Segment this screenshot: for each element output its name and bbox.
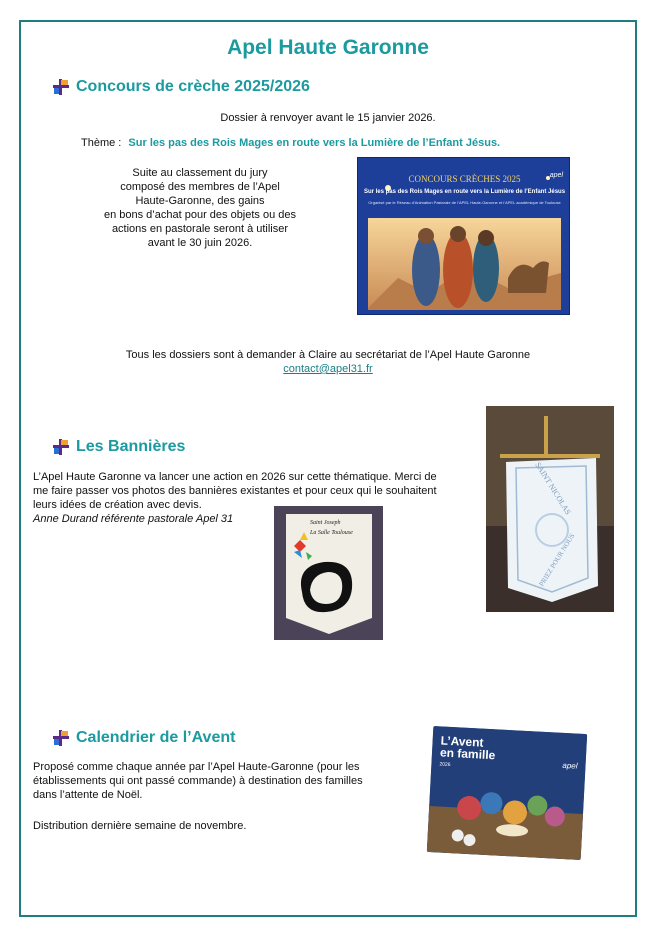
signature-line: Anne Durand référente pastorale Apel 31 <box>33 513 234 525</box>
jury-line: avant le 30 juin 2026. <box>147 237 253 249</box>
section-title: Concours de crèche 2025/2026 <box>76 78 310 95</box>
cover-title-2: en famille <box>439 745 496 763</box>
creche-poster-image <box>357 157 570 315</box>
avent-line: dans l’attente de Noël. <box>33 789 143 801</box>
cover-title-1: L’Avent <box>440 733 484 750</box>
section-heading-bannieres <box>52 438 185 456</box>
apel-logo: apel <box>562 760 578 771</box>
poster-title: CONCOURS CRÈCHES 2025 <box>408 174 521 184</box>
jury-line: actions en pastorale seront à utiliser <box>111 223 289 235</box>
section-heading-creche <box>52 78 310 96</box>
bannieres-line: leurs idées de création avec devis. <box>33 499 202 511</box>
jury-line: en bons d’achat pour des objets ou des <box>103 209 297 221</box>
section-title: Les Bannières <box>76 438 186 455</box>
section-title: Calendrier de l’Avent <box>76 729 236 746</box>
section-heading-avent <box>52 729 235 747</box>
bannieres-line: me faire passer vos photos des bannières existantes et pour ceux qui le souhaitent <box>33 485 437 497</box>
contact-email-link[interactable]: contact@apel31.fr <box>283 363 373 375</box>
distribution-text: Distribution dernière semaine de novembre. <box>33 820 247 832</box>
banner-photo-saint-nicolas <box>486 406 614 612</box>
deadline-text: Dossier à renvoyer avant le 15 janvier 2026. <box>220 112 436 124</box>
bannieres-line: L’Apel Haute Garonne va lancer une action en 2026 sur cette thématique. Merci de <box>33 471 437 483</box>
jury-paragraph <box>70 166 330 250</box>
theme-line <box>81 136 561 150</box>
jury-line: Suite au classement du jury <box>132 167 268 179</box>
cross-bullet-icon <box>52 78 70 96</box>
banner1-text-1: Saint Joseph <box>310 520 341 526</box>
bannieres-paragraph <box>33 470 483 526</box>
cross-bullet-icon <box>52 438 70 456</box>
banner2-text-1: SAINT NICOLAS <box>533 460 573 517</box>
avent-line: établissements qui ont passé commande) à destination des familles <box>33 775 363 787</box>
cover-year: 2026 <box>439 761 451 769</box>
cross-bullet-icon <box>52 729 70 747</box>
banner-photo-saint-joseph <box>274 506 383 640</box>
theme-label: Thème : <box>81 137 122 149</box>
advent-calendar-cover <box>427 726 587 860</box>
contact-line: Tous les dossiers sont à demander à Claire au secrétariat de l’Apel Haute Garonne <box>125 349 531 361</box>
avent-line: Proposé comme chaque année par l’Apel Haute-Garonne (pour les <box>33 761 360 773</box>
jury-line: Haute-Garonne, des gains <box>135 195 265 207</box>
contact-email-wrap <box>0 362 656 376</box>
apel-logo: apel <box>549 172 563 179</box>
avent-paragraph <box>33 760 433 802</box>
poster-small-text: Organisé par le Réseau d’Animation Pastorale de l’APEL Haute-Garonne et l’APEL académique de Toulouse <box>368 200 561 205</box>
page-title: Apel Haute Garonne <box>227 36 429 59</box>
banner2-text-2: PRIEZ POUR NOUS <box>537 532 577 588</box>
banner1-text-2: La Salle Toulouse <box>310 530 353 536</box>
poster-subtitle: Sur les pas des Rois Mages en route vers la Lumière de l’Enfant Jésus <box>363 189 566 195</box>
jury-line: composé des membres de l’Apel <box>120 181 280 193</box>
theme-text: Sur les pas des Rois Mages en route vers la Lumière de l’Enfant Jésus. <box>128 137 501 149</box>
